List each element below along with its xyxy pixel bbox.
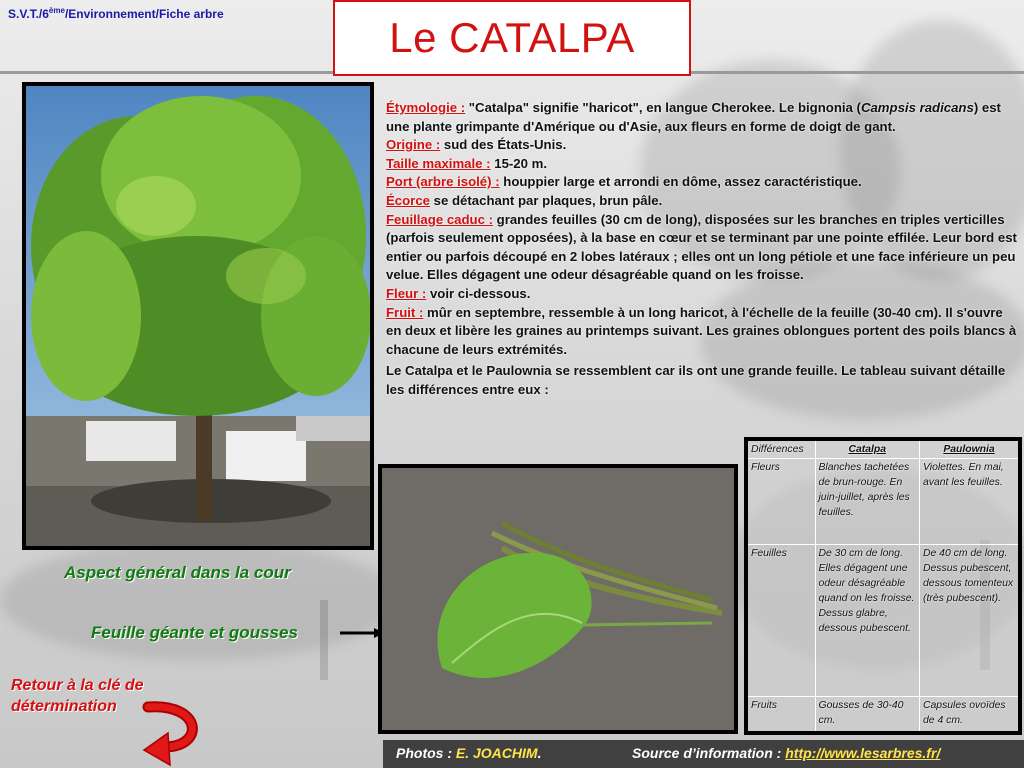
breadcrumb-suffix: /Environnement/Fiche arbre: [64, 7, 224, 21]
back-link-line1: Retour à la clé de: [11, 677, 144, 694]
photo-author: E. JOACHIM: [455, 745, 538, 761]
foliage-paragraph: [386, 211, 1018, 285]
bark-text: se détachant par plaques, brun pâle.: [430, 192, 663, 208]
table-cell: Fleurs: [746, 459, 815, 545]
source-label: Source d’information :: [632, 745, 786, 761]
table-cell: Gousses de 30-40 cm.: [815, 697, 920, 734]
caption-tree: Aspect général dans la cour: [64, 563, 291, 582]
foliage-label[interactable]: Feuillage caduc :: [386, 211, 493, 227]
origin-line: [386, 136, 1018, 155]
title-box: [333, 0, 691, 76]
tree-photo: [22, 82, 374, 550]
size-label[interactable]: Taille maximale :: [386, 155, 491, 171]
source-credit: [632, 740, 940, 766]
table-cell: Fruits: [746, 697, 815, 734]
photo-credit: [396, 740, 541, 766]
footer-bar: [383, 740, 1024, 768]
table-cell: Capsules ovoïdes de 4 cm.: [920, 697, 1020, 734]
habit-line: [386, 173, 1018, 192]
bark-label[interactable]: Écorce: [386, 192, 430, 208]
fruit-label[interactable]: Fruit :: [386, 304, 424, 320]
comparison-paragraph: Le Catalpa et le Paulownia se ressemblent car ils ont une grande feuille. Le tableau suivant détaille les différences entre eux :: [386, 363, 1006, 397]
table-cell: De 30 cm de long. Elles dégagent une odeur désagréable quand on les froisse. Dessus glabre, dessous pubescent.: [815, 545, 920, 697]
description-block: [386, 99, 1018, 400]
etymology-latin: Campsis radicans: [860, 100, 974, 115]
source-link[interactable]: http://www.lesarbres.fr/: [785, 745, 941, 761]
differences-table: [744, 437, 1022, 735]
back-to-key-link[interactable]: [11, 675, 144, 717]
table-cell: Blanches tachetées de brun-rouge. En juin-juillet, après les feuilles.: [815, 459, 920, 545]
leaf-photo: [378, 464, 738, 734]
etymology-text-end: ) est une plante grimpante d'Amérique ou d'Asie, aux fleurs en forme de doigt de gant.: [386, 100, 1001, 134]
origin-text: sud des États-Unis.: [440, 137, 567, 153]
table-header-cell: Paulownia: [920, 439, 1020, 459]
table-cell: Feuilles: [746, 545, 815, 697]
fruit-paragraph: [386, 304, 1018, 360]
breadcrumb-sup: ème: [48, 6, 65, 15]
fruit-text: mûr en septembre, ressemble à un long haricot, à l'échelle de la feuille (30-40 cm). Il s'ouvre en deux et libère les graines au printemps suivant. Les graines oblongues portent des poils blancs à chacune de leurs extrémités.: [386, 304, 1017, 357]
table-header-cell: Différences: [746, 439, 815, 459]
table-cell: De 40 cm de long. Dessus pubescent, dessous tomenteux (très pubescent).: [920, 545, 1020, 697]
breadcrumb[interactable]: [8, 6, 224, 21]
table-header-row: [746, 439, 1020, 459]
origin-label[interactable]: Origine :: [386, 137, 441, 153]
etymology-paragraph: [386, 99, 1018, 136]
size-line: [386, 155, 1018, 174]
photo-credit-label: Photos :: [396, 745, 456, 761]
habit-label[interactable]: Port (arbre isolé) :: [386, 174, 500, 190]
size-text: 15-20 m.: [490, 155, 548, 171]
habit-text: houppier large et arrondi en dôme, assez caractéristique.: [499, 174, 862, 190]
etymology-text: "Catalpa" signifie "haricot", en langue Cherokee. Le bignonia (: [465, 100, 861, 115]
table-row: [746, 697, 1020, 734]
flower-text: voir ci-dessous.: [426, 285, 531, 301]
flower-label[interactable]: Fleur :: [386, 285, 427, 301]
etymology-label[interactable]: Étymologie :: [386, 100, 466, 115]
page-title: Le CATALPA: [389, 14, 635, 61]
bark-line: [386, 192, 1018, 211]
curved-back-arrow-icon[interactable]: [140, 695, 210, 767]
foliage-text: grandes feuilles (30 cm de long), disposées sur les branches en triples verticilles (parfois seulement opposées), à la base en cœur et se terminant par une pointe effilée. Leur bord est entier ou parfois découpé en 2 lobes latéraux ; elles ont un long pétiole et une face inférieure un peu velue. Elles dégagent une odeur désagréable quand on les froisse.: [386, 211, 1017, 283]
photo-credit-end: .: [537, 745, 542, 761]
caption-leaf: Feuille géante et gousses: [91, 623, 298, 642]
back-link-line2: détermination: [11, 698, 117, 715]
table-row: [746, 545, 1020, 697]
flower-line: [386, 285, 1018, 304]
table-cell: Violettes. En mai, avant les feuilles.: [920, 459, 1020, 545]
table-row: [746, 459, 1020, 545]
breadcrumb-prefix: S.V.T./6: [8, 7, 49, 21]
table-header-cell: Catalpa: [815, 439, 920, 459]
